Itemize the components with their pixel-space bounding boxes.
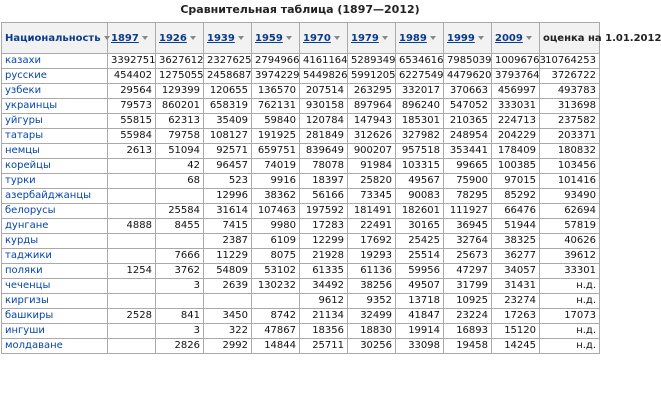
population-cell — [156, 189, 204, 204]
population-cell: 8742 — [252, 309, 300, 324]
population-cell: 207514 — [300, 84, 348, 99]
table-row — [2, 69, 600, 84]
population-cell: 4888 — [108, 219, 156, 234]
population-cell: 55815 — [108, 114, 156, 129]
population-cell: 9612 — [300, 294, 348, 309]
population-cell: 930158 — [300, 99, 348, 114]
population-cell: 93490 — [540, 189, 600, 204]
population-cell: 120655 — [204, 84, 252, 99]
population-cell: 78295 — [444, 189, 492, 204]
population-cell: 51944 — [492, 219, 540, 234]
population-cell — [108, 204, 156, 219]
population-cell: 59956 — [396, 264, 444, 279]
population-cell: 353441 — [444, 144, 492, 159]
population-cell: 839649 — [300, 144, 348, 159]
sort-arrow-icon[interactable] — [382, 36, 388, 40]
population-cell: 210365 — [444, 114, 492, 129]
population-cell — [108, 279, 156, 294]
population-cell: 180832 — [540, 144, 600, 159]
population-cell: 5449826 — [300, 69, 348, 84]
population-cell: 130232 — [252, 279, 300, 294]
population-cell — [204, 294, 252, 309]
population-cell: 547052 — [444, 99, 492, 114]
population-cell — [252, 294, 300, 309]
table-row — [2, 204, 600, 219]
population-cell: 30256 — [348, 339, 396, 354]
year-header-1926[interactable]: 1926 — [156, 23, 204, 54]
year-header-2009[interactable]: 2009 — [492, 23, 540, 54]
table-row — [2, 339, 600, 354]
population-cell: 1275055 — [156, 69, 204, 84]
nationality-link[interactable]: немцы — [2, 144, 108, 159]
population-cell: 2327625 — [204, 54, 252, 69]
year-header-1959[interactable]: 1959 — [252, 23, 300, 54]
population-cell: 29564 — [108, 84, 156, 99]
population-cell: 21928 — [300, 249, 348, 264]
population-cell — [156, 234, 204, 249]
population-cell: 75900 — [444, 174, 492, 189]
population-cell: 12996 — [204, 189, 252, 204]
population-cell: 32764 — [444, 234, 492, 249]
population-cell: 25711 — [300, 339, 348, 354]
population-cell: н.д. — [540, 279, 600, 294]
year-header-1970[interactable]: 1970 — [300, 23, 348, 54]
population-cell: 91984 — [348, 159, 396, 174]
population-cell: 10925 — [444, 294, 492, 309]
nationality-link[interactable]: азербайджанцы — [2, 189, 108, 204]
population-cell: 10096763 — [492, 54, 540, 69]
population-cell: 3 — [156, 279, 204, 294]
population-cell: 1254 — [108, 264, 156, 279]
year-header-1989[interactable]: 1989 — [396, 23, 444, 54]
population-cell: 78078 — [300, 159, 348, 174]
population-cell: 659751 — [252, 144, 300, 159]
population-cell: 203371 — [540, 129, 600, 144]
population-cell: 18830 — [348, 324, 396, 339]
population-cell: 5289349 — [348, 54, 396, 69]
population-cell: 33098 — [396, 339, 444, 354]
population-cell: 25673 — [444, 249, 492, 264]
table-row — [2, 309, 600, 324]
population-cell: 42 — [156, 159, 204, 174]
population-cell: 2528 — [108, 309, 156, 324]
population-cell — [156, 294, 204, 309]
population-cell: 19914 — [396, 324, 444, 339]
sort-arrow-icon[interactable] — [190, 36, 196, 40]
nationality-link[interactable]: татары — [2, 129, 108, 144]
table-row — [2, 144, 600, 159]
population-cell: 39612 — [540, 249, 600, 264]
population-cell: 493783 — [540, 84, 600, 99]
population-cell: 6534616 — [396, 54, 444, 69]
population-cell: 860201 — [156, 99, 204, 114]
population-cell: 9352 — [348, 294, 396, 309]
population-cell: 6109 — [252, 234, 300, 249]
year-header-1999[interactable]: 1999 — [444, 23, 492, 54]
population-cell: 54809 — [204, 264, 252, 279]
year-header-1979[interactable]: 1979 — [348, 23, 396, 54]
population-cell: 85292 — [492, 189, 540, 204]
population-cell: 10764253 — [540, 54, 600, 69]
population-cell: 57819 — [540, 219, 600, 234]
population-cell: 62694 — [540, 204, 600, 219]
population-cell: 312626 — [348, 129, 396, 144]
population-cell: 15120 — [492, 324, 540, 339]
table-row — [2, 114, 600, 129]
population-cell: 13718 — [396, 294, 444, 309]
population-cell: 332017 — [396, 84, 444, 99]
population-cell: 17073 — [540, 309, 600, 324]
population-cell: 19293 — [348, 249, 396, 264]
nationality-link[interactable]: уйгуры — [2, 114, 108, 129]
population-cell: 90083 — [396, 189, 444, 204]
population-cell: 23274 — [492, 294, 540, 309]
sort-arrow-icon[interactable] — [430, 36, 436, 40]
population-cell: 47297 — [444, 264, 492, 279]
population-cell: 2458687 — [204, 69, 252, 84]
population-cell: 14245 — [492, 339, 540, 354]
population-cell: 40626 — [540, 234, 600, 249]
population-cell: 73345 — [348, 189, 396, 204]
population-cell: 49567 — [396, 174, 444, 189]
population-cell: 30165 — [396, 219, 444, 234]
population-cell: 21134 — [300, 309, 348, 324]
population-cell: 103456 — [540, 159, 600, 174]
population-cell: 523 — [204, 174, 252, 189]
population-cell: 59840 — [252, 114, 300, 129]
table-row — [2, 129, 600, 144]
population-cell: 62313 — [156, 114, 204, 129]
population-cell: 47867 — [252, 324, 300, 339]
population-cell: 100385 — [492, 159, 540, 174]
population-cell: 34492 — [300, 279, 348, 294]
estimate-2012-header: оценка на 1.01.2012 — [540, 23, 600, 54]
population-cell: 957518 — [396, 144, 444, 159]
population-cell: 3793764 — [492, 69, 540, 84]
population-cell: 25584 — [156, 204, 204, 219]
population-cell: 6227549 — [396, 69, 444, 84]
population-cell: 36945 — [444, 219, 492, 234]
population-cell: 22491 — [348, 219, 396, 234]
population-cell: 79573 — [108, 99, 156, 114]
nationality-link[interactable]: киргизы — [2, 294, 108, 309]
population-cell: 35409 — [204, 114, 252, 129]
table-row — [2, 249, 600, 264]
population-cell: 33301 — [540, 264, 600, 279]
table-row — [2, 174, 600, 189]
nationality-link[interactable]: узбеки — [2, 84, 108, 99]
population-cell — [108, 189, 156, 204]
population-cell: н.д. — [540, 339, 600, 354]
table-row — [2, 294, 600, 309]
population-cell: 191925 — [252, 129, 300, 144]
population-cell: 248954 — [444, 129, 492, 144]
population-cell: 18397 — [300, 174, 348, 189]
population-cell: 111927 — [444, 204, 492, 219]
population-cell — [108, 324, 156, 339]
population-cell — [108, 249, 156, 264]
population-cell: 658319 — [204, 99, 252, 114]
nationality-link[interactable]: ингуши — [2, 324, 108, 339]
population-cell: 108127 — [204, 129, 252, 144]
year-header-1897[interactable]: 1897 — [108, 23, 156, 54]
population-cell: 263295 — [348, 84, 396, 99]
table-title: Сравнительная таблица (1897—2012) — [180, 3, 420, 16]
population-cell: 97015 — [492, 174, 540, 189]
population-cell: 16893 — [444, 324, 492, 339]
population-cell: 38325 — [492, 234, 540, 249]
table-row — [2, 219, 600, 234]
population-cell: 3392751 — [108, 54, 156, 69]
population-cell: 841 — [156, 309, 204, 324]
population-cell: 2992 — [204, 339, 252, 354]
population-cell: 36277 — [492, 249, 540, 264]
nationality-link[interactable]: корейцы — [2, 159, 108, 174]
population-cell: 34057 — [492, 264, 540, 279]
year-header-1939[interactable]: 1939 — [204, 23, 252, 54]
population-cell: 2639 — [204, 279, 252, 294]
population-cell: 3974229 — [252, 69, 300, 84]
population-cell: 19458 — [444, 339, 492, 354]
population-cell: 7985039 — [444, 54, 492, 69]
nationality-link[interactable]: поляки — [2, 264, 108, 279]
nationality-link[interactable]: русские — [2, 69, 108, 84]
population-cell: 61136 — [348, 264, 396, 279]
population-cell: 32499 — [348, 309, 396, 324]
population-cell: 333031 — [492, 99, 540, 114]
population-cell: 762131 — [252, 99, 300, 114]
population-cell: 17692 — [348, 234, 396, 249]
population-cell: 2613 — [108, 144, 156, 159]
population-cell: 49507 — [396, 279, 444, 294]
nationality-link[interactable]: дунгане — [2, 219, 108, 234]
population-cell: 120784 — [300, 114, 348, 129]
population-cell — [108, 234, 156, 249]
population-cell: 5991205 — [348, 69, 396, 84]
population-cell: 197592 — [300, 204, 348, 219]
sort-arrow-icon[interactable] — [104, 36, 110, 40]
population-cell: 7415 — [204, 219, 252, 234]
table-row — [2, 159, 600, 174]
table-row — [2, 324, 600, 339]
sort-arrow-icon[interactable] — [238, 36, 244, 40]
population-cell: 322 — [204, 324, 252, 339]
population-cell: 12299 — [300, 234, 348, 249]
population-cell: 66476 — [492, 204, 540, 219]
population-cell: 107463 — [252, 204, 300, 219]
population-cell: 25514 — [396, 249, 444, 264]
population-cell: 23224 — [444, 309, 492, 324]
table-row — [2, 264, 600, 279]
population-cell: 61335 — [300, 264, 348, 279]
nationality-link[interactable]: белорусы — [2, 204, 108, 219]
nationality-link[interactable]: чеченцы — [2, 279, 108, 294]
population-cell: 56166 — [300, 189, 348, 204]
population-cell: 147943 — [348, 114, 396, 129]
population-cell: 9980 — [252, 219, 300, 234]
population-cell: 55984 — [108, 129, 156, 144]
table-row — [2, 189, 600, 204]
population-cell: 17283 — [300, 219, 348, 234]
nationality-header[interactable]: Национальность — [2, 23, 108, 54]
population-cell: 900207 — [348, 144, 396, 159]
nationality-link[interactable]: украинцы — [2, 99, 108, 114]
comparison-table — [1, 22, 661, 354]
table-row — [2, 84, 600, 99]
population-cell: 3627612 — [156, 54, 204, 69]
population-cell — [108, 294, 156, 309]
population-cell: 454402 — [108, 69, 156, 84]
population-cell: 68 — [156, 174, 204, 189]
population-cell: 181491 — [348, 204, 396, 219]
population-cell: н.д. — [540, 324, 600, 339]
population-cell: 2826 — [156, 339, 204, 354]
population-cell: 237582 — [540, 114, 600, 129]
population-cell: 370663 — [444, 84, 492, 99]
population-cell: 8455 — [156, 219, 204, 234]
sort-arrow-icon[interactable] — [526, 36, 532, 40]
population-cell: 53102 — [252, 264, 300, 279]
population-cell: 896240 — [396, 99, 444, 114]
population-cell: 79758 — [156, 129, 204, 144]
table-row — [2, 99, 600, 114]
sort-arrow-icon[interactable] — [286, 36, 292, 40]
population-cell: 136570 — [252, 84, 300, 99]
population-cell: 3762 — [156, 264, 204, 279]
population-cell: 129399 — [156, 84, 204, 99]
population-cell: 103315 — [396, 159, 444, 174]
population-cell: 3450 — [204, 309, 252, 324]
population-cell: 96457 — [204, 159, 252, 174]
population-cell: 3 — [156, 324, 204, 339]
population-cell: 281849 — [300, 129, 348, 144]
population-cell: 3726722 — [540, 69, 600, 84]
population-cell: 897964 — [348, 99, 396, 114]
population-cell: 185301 — [396, 114, 444, 129]
nationality-link[interactable]: таджики — [2, 249, 108, 264]
population-cell: 101416 — [540, 174, 600, 189]
population-cell: 25425 — [396, 234, 444, 249]
population-cell: 31614 — [204, 204, 252, 219]
population-cell: 38362 — [252, 189, 300, 204]
nationality-link[interactable]: курды — [2, 234, 108, 249]
table-row — [2, 279, 600, 294]
population-cell: 2387 — [204, 234, 252, 249]
population-cell: 8075 — [252, 249, 300, 264]
population-cell: 456997 — [492, 84, 540, 99]
population-cell: 4161164 — [300, 54, 348, 69]
nationality-link[interactable]: казахи — [2, 54, 108, 69]
population-cell: 9916 — [252, 174, 300, 189]
nationality-link[interactable]: молдаване — [2, 339, 108, 354]
population-cell: 92571 — [204, 144, 252, 159]
population-cell: 74019 — [252, 159, 300, 174]
sort-arrow-icon[interactable] — [334, 36, 340, 40]
population-cell: 14844 — [252, 339, 300, 354]
table-row — [2, 234, 600, 249]
sort-arrow-icon[interactable] — [142, 36, 148, 40]
population-cell: 11229 — [204, 249, 252, 264]
population-cell: 17263 — [492, 309, 540, 324]
population-cell: 327982 — [396, 129, 444, 144]
population-cell: 224713 — [492, 114, 540, 129]
population-cell: 99665 — [444, 159, 492, 174]
population-cell: 4479620 — [444, 69, 492, 84]
population-cell — [108, 339, 156, 354]
nationality-link[interactable]: турки — [2, 174, 108, 189]
table-row — [2, 54, 600, 69]
population-cell: 31431 — [492, 279, 540, 294]
population-cell: 31799 — [444, 279, 492, 294]
population-cell: 2794966 — [252, 54, 300, 69]
population-cell: 178409 — [492, 144, 540, 159]
population-cell — [108, 159, 156, 174]
population-cell: н.д. — [540, 294, 600, 309]
population-cell: 204229 — [492, 129, 540, 144]
population-cell — [108, 174, 156, 189]
population-cell: 25820 — [348, 174, 396, 189]
population-cell: 41847 — [396, 309, 444, 324]
population-cell: 38256 — [348, 279, 396, 294]
population-cell: 313698 — [540, 99, 600, 114]
header-row — [2, 23, 600, 54]
nationality-link[interactable]: башкиры — [2, 309, 108, 324]
population-cell: 18356 — [300, 324, 348, 339]
population-cell: 7666 — [156, 249, 204, 264]
sort-arrow-icon[interactable] — [478, 36, 484, 40]
population-cell: 51094 — [156, 144, 204, 159]
population-cell: 182601 — [396, 204, 444, 219]
